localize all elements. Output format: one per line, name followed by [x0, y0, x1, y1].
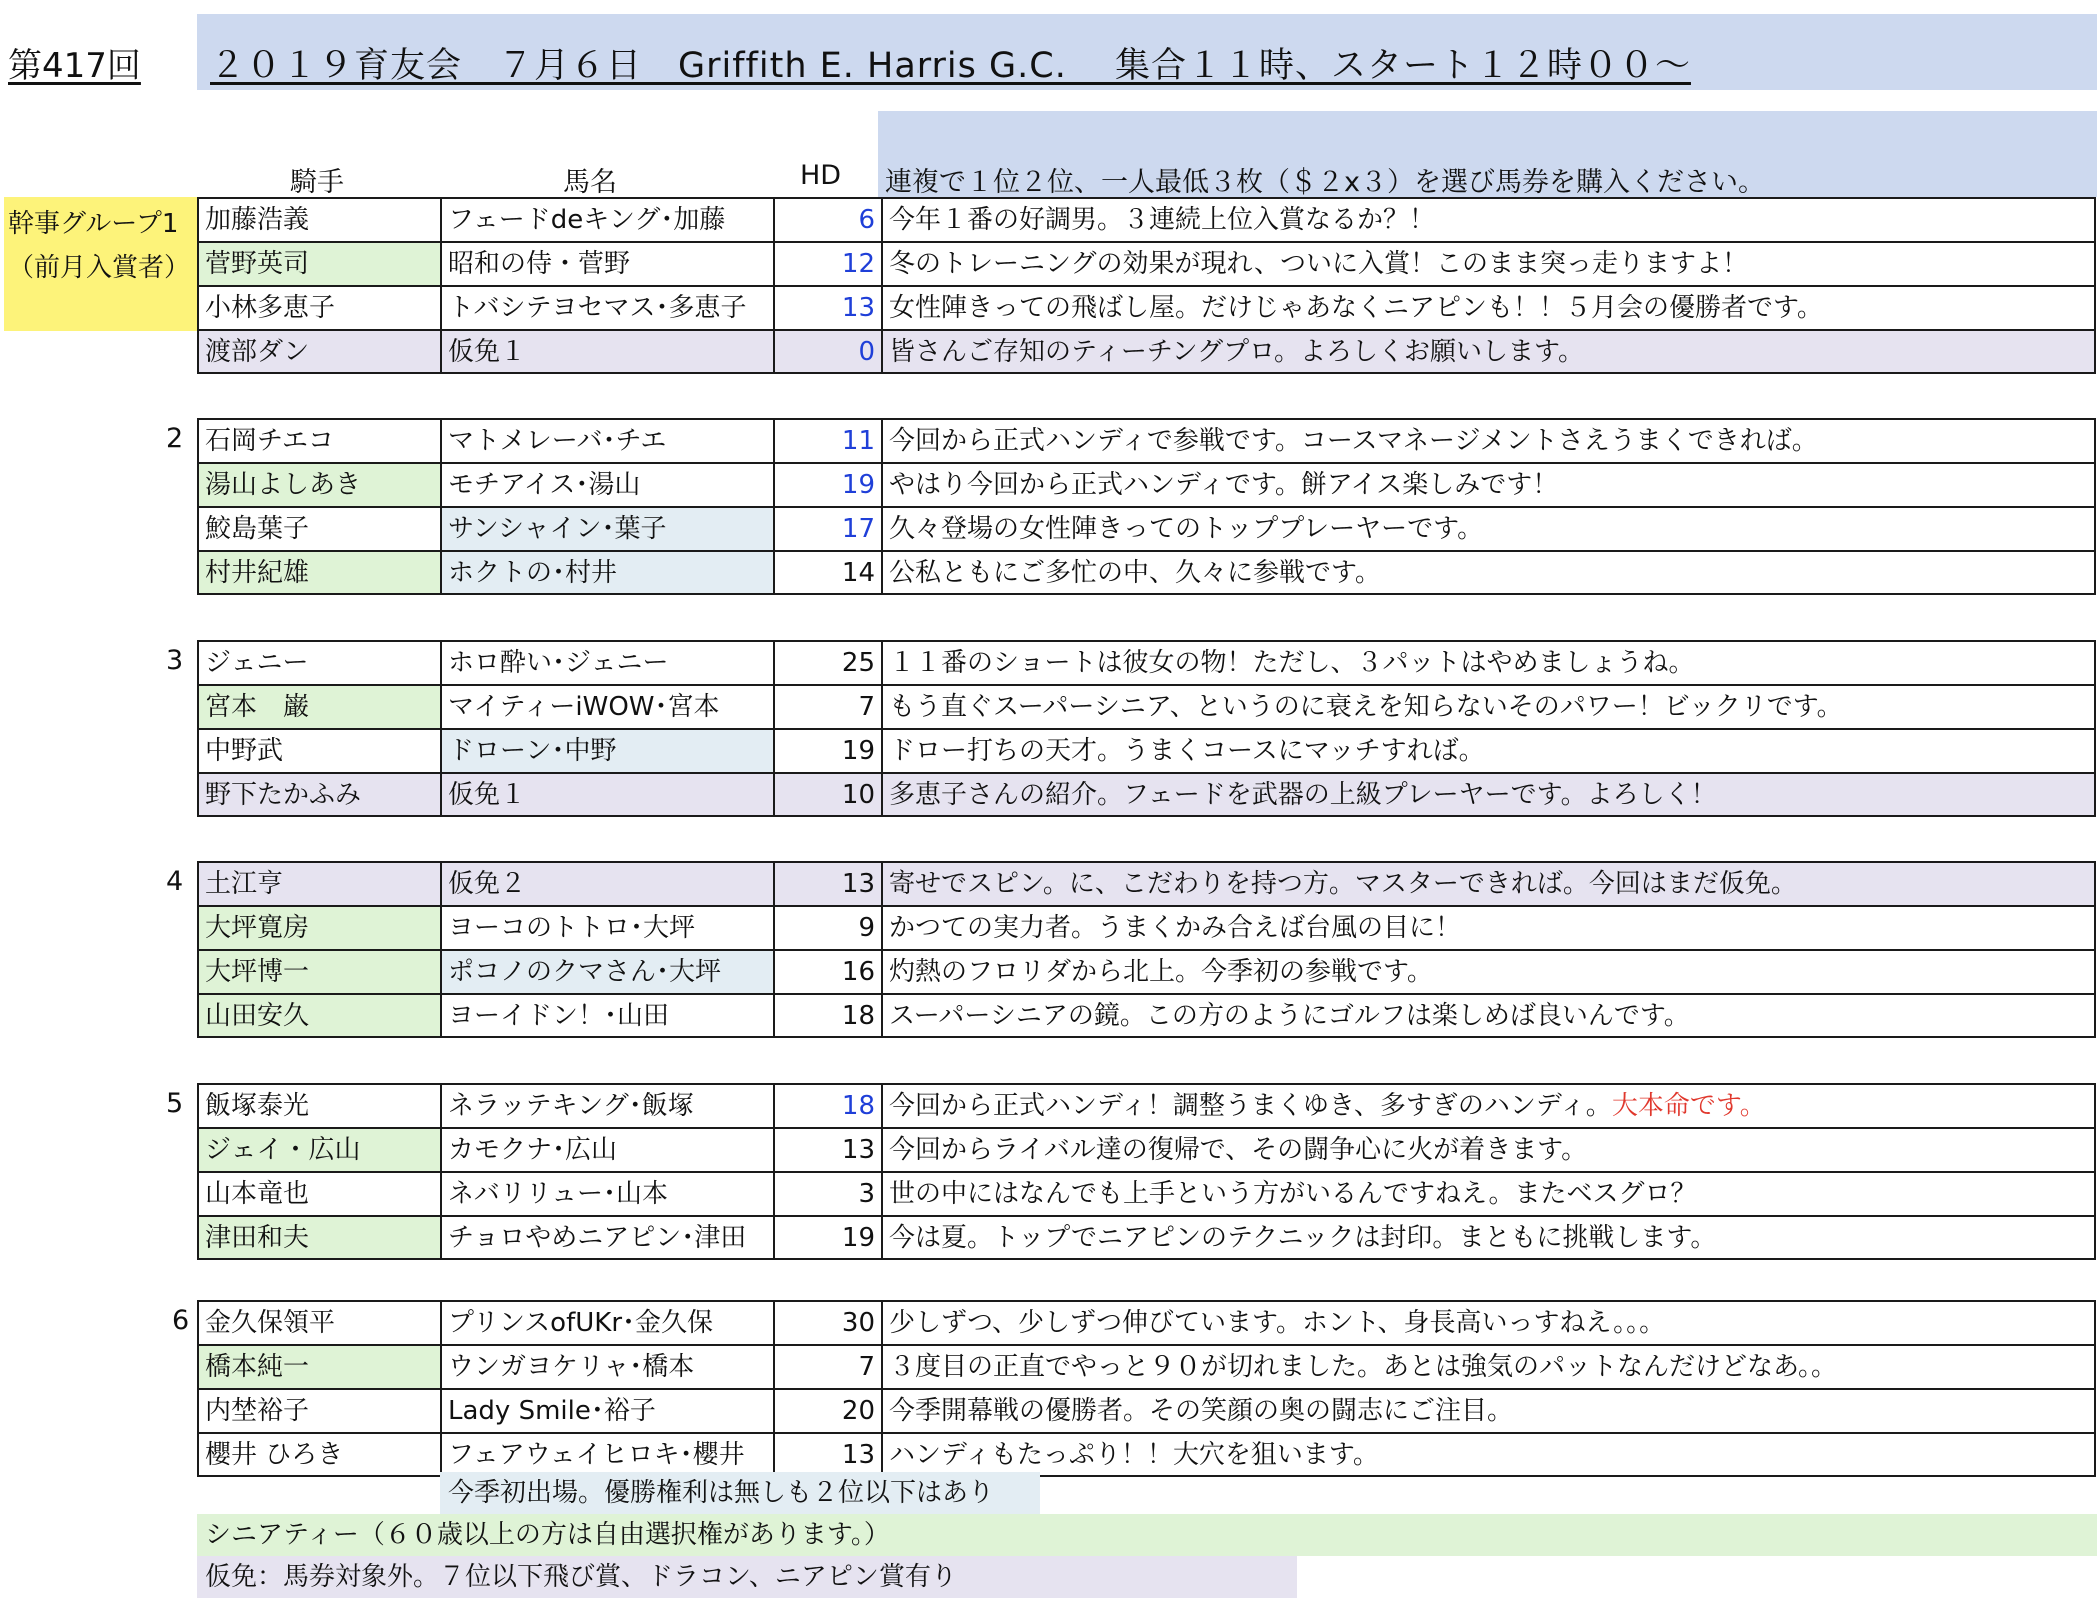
note-cell: ３度目の正直でやっと９０が切れました。あとは強気のパットなんだけどなあ。。: [881, 1344, 2096, 1388]
jockey-cell: 大坪博一: [197, 949, 440, 993]
horse-cell: 昭和の侍・菅野: [440, 241, 773, 285]
horse-cell: モチアイス･湯山: [440, 462, 773, 506]
jockey-cell: 宮本 巌: [197, 684, 440, 728]
note-cell: 皆さんご存知のティーチングプロ。よろしくお願いします。: [881, 329, 2096, 374]
jockey-cell: 石岡チエコ: [197, 418, 440, 462]
horse-cell: トバシテヨセマス･多恵子: [440, 285, 773, 329]
jockey-cell: 菅野英司: [197, 241, 440, 285]
note-cell: 灼熱のフロリダから北上。今季初の参戦です。: [881, 949, 2096, 993]
column-header-jockey: 騎手: [290, 167, 344, 198]
note-text: 今回から正式ハンディ！調整うまくゆき、多すぎのハンディ。: [889, 1091, 1612, 1121]
hd-cell: 13: [773, 1432, 881, 1477]
table-row: [197, 728, 2096, 772]
note-cell: スーパーシニアの鏡。この方のようにゴルフは楽しめば良いんです。: [881, 993, 2096, 1038]
table-row: [197, 197, 2096, 241]
column-header-note: 連複で１位２位、一人最低３枚（＄２x３）を選び馬券を購入ください。: [885, 167, 1765, 198]
legend-senior-tee: シニアティー（６０歳以上の方は自由選択権があります。）: [197, 1514, 2097, 1556]
horse-cell: ドローン･中野: [440, 728, 773, 772]
table-row: [197, 1300, 2096, 1344]
jockey-cell: 飯塚泰光: [197, 1083, 440, 1127]
horse-cell: サンシャイン･葉子: [440, 506, 773, 550]
hd-cell: 19: [773, 462, 881, 506]
hd-cell: 0: [773, 329, 881, 374]
hd-cell: 9: [773, 905, 881, 949]
table-row: [197, 684, 2096, 728]
hd-cell: 3: [773, 1171, 881, 1215]
table-row: [197, 506, 2096, 550]
table-row: [197, 993, 2096, 1037]
hd-cell: 19: [773, 1215, 881, 1260]
horse-cell: 仮免２: [440, 861, 773, 905]
table-row: [197, 550, 2096, 594]
table-row: [197, 241, 2096, 285]
table-row: [197, 462, 2096, 506]
horse-cell: フェードdeキング･加藤: [440, 197, 773, 241]
note-cell: やはり今回から正式ハンディです。餅アイス楽しみです！: [881, 462, 2096, 506]
table-row: [197, 1388, 2096, 1432]
note-cell: 今年１番の好調男。３連続上位入賞なるか？！: [881, 197, 2096, 241]
group-number: 2: [166, 423, 184, 454]
horse-cell: プリンスofUKr･金久保: [440, 1300, 773, 1344]
note-cell: 今季開幕戦の優勝者。その笑顔の奥の闘志にご注目。: [881, 1388, 2096, 1432]
horse-cell: ネバリリュー･山本: [440, 1171, 773, 1215]
jockey-cell: 渡部ダン: [197, 329, 440, 374]
note-cell: 今は夏。トップでニアピンのテクニックは封印。まともに挑戦します。: [881, 1215, 2096, 1260]
table-row: [197, 1215, 2096, 1259]
note-cell: 久々登場の女性陣きってのトッププレーヤーです。: [881, 506, 2096, 550]
group-label-line1: 幹事グループ1: [8, 209, 179, 239]
jockey-cell: 中野武: [197, 728, 440, 772]
jockey-cell: 野下たかふみ: [197, 772, 440, 817]
hd-cell: 17: [773, 506, 881, 550]
jockey-cell: 金久保領平: [197, 1300, 440, 1344]
jockey-cell: 加藤浩義: [197, 197, 440, 241]
hd-cell: 13: [773, 285, 881, 329]
hd-cell: 6: [773, 197, 881, 241]
table-row: [197, 285, 2096, 329]
jockey-cell: 山田安久: [197, 993, 440, 1038]
jockey-cell: ジェイ・広山: [197, 1127, 440, 1171]
table-row: [197, 1083, 2096, 1127]
horse-cell: カモクナ･広山: [440, 1127, 773, 1171]
horse-cell: ウンガヨケリャ･橋本: [440, 1344, 773, 1388]
note-cell: 公私ともにご多忙の中、久々に参戦です。: [881, 550, 2096, 595]
note-cell: かつての実力者。うまくかみ合えば台風の目に！: [881, 905, 2096, 949]
legend-provisional: 仮免：馬券対象外。７位以下飛び賞、ドラコン、ニアピン賞有り: [197, 1556, 1297, 1598]
jockey-cell: 橋本純一: [197, 1344, 440, 1388]
note-cell: 女性陣きっての飛ばし屋。だけじゃあなくニアピンも！！５月会の優勝者です。: [881, 285, 2096, 329]
note-cell: 多恵子さんの紹介。フェードを武器の上級プレーヤーです。よろしく！: [881, 772, 2096, 817]
hd-cell: 7: [773, 1344, 881, 1388]
table-row: [197, 1344, 2096, 1388]
jockey-cell: 村井紀雄: [197, 550, 440, 595]
horse-cell: Lady Smile･裕子: [440, 1388, 773, 1432]
jockey-cell: 土江亨: [197, 861, 440, 905]
hd-cell: 19: [773, 728, 881, 772]
table-row: [197, 1432, 2096, 1476]
jockey-cell: 湯山よしあき: [197, 462, 440, 506]
table-row: [197, 861, 2096, 905]
hd-cell: 14: [773, 550, 881, 595]
horse-cell: 仮免１: [440, 329, 773, 374]
note-cell: １１番のショートは彼女の物！ただし、３パットはやめましょうね。: [881, 640, 2096, 684]
table-row: [197, 905, 2096, 949]
hd-cell: 18: [773, 1083, 881, 1127]
jockey-cell: 内埜裕子: [197, 1388, 440, 1432]
column-header-horse: 馬名: [563, 167, 617, 198]
page-title: ２０１９育友会 ７月６日 Griffith E. Harris G.C. 集合１１時、スタート１２時００～: [210, 46, 1691, 86]
hd-cell: 25: [773, 640, 881, 684]
hd-cell: 12: [773, 241, 881, 285]
note-cell: [881, 1083, 2096, 1127]
legend-first-timer: 今季初出場。優勝権利は無しも２位以下はあり: [440, 1472, 1040, 1514]
jockey-cell: 津田和夫: [197, 1215, 440, 1260]
table-row: [197, 329, 2096, 373]
horse-cell: マイティーiWOW･宮本: [440, 684, 773, 728]
horse-cell: ホクトの･村井: [440, 550, 773, 595]
note-cell: ドロー打ちの天才。うまくコースにマッチすれば。: [881, 728, 2096, 772]
note-cell: 冬のトレーニングの効果が現れ、ついに入賞！このまま突っ走りますよ！: [881, 241, 2096, 285]
hd-cell: 11: [773, 418, 881, 462]
hd-cell: 30: [773, 1300, 881, 1344]
table-row: [197, 418, 2096, 462]
favorite-highlight: 大本命です。: [1611, 1091, 1766, 1121]
hd-cell: 20: [773, 1388, 881, 1432]
group-label-line2: （前月入賞者）: [8, 253, 191, 283]
note-cell: 世の中にはなんでも上手という方がいるんですねえ。またベスグロ？: [881, 1171, 2096, 1215]
horse-cell: ヨーイドン！･山田: [440, 993, 773, 1038]
jockey-cell: 大坪寛房: [197, 905, 440, 949]
hd-cell: 10: [773, 772, 881, 817]
note-cell: 今回から正式ハンディで参戦です。コースマネージメントさえうまくできれば。: [881, 418, 2096, 462]
horse-cell: ホロ酔い･ジェニー: [440, 640, 773, 684]
jockey-cell: 小林多恵子: [197, 285, 440, 329]
jockey-cell: 櫻井 ひろき: [197, 1432, 440, 1477]
note-cell: 少しずつ、少しずつ伸びています。ホント、身長高いっすねえ。。。: [881, 1300, 2096, 1344]
horse-cell: ヨーコのトトロ･大坪: [440, 905, 773, 949]
table-row: [197, 949, 2096, 993]
hd-cell: 18: [773, 993, 881, 1038]
horse-cell: ネラッテキング･飯塚: [440, 1083, 773, 1127]
jockey-cell: ジェニー: [197, 640, 440, 684]
horse-cell: フェアウェイヒロキ･櫻井: [440, 1432, 773, 1477]
note-cell: ハンディもたっぷり！！大穴を狙います。: [881, 1432, 2096, 1477]
column-header-hd: HD: [800, 160, 842, 191]
jockey-cell: 山本竜也: [197, 1171, 440, 1215]
hd-cell: 16: [773, 949, 881, 993]
horse-cell: ポコノのクマさん･大坪: [440, 949, 773, 993]
table-row: [197, 640, 2096, 684]
table-row: [197, 1171, 2096, 1215]
note-cell: もう直ぐスーパーシニア、というのに衰えを知らないそのパワー！ビックリです。: [881, 684, 2096, 728]
group-number: 6: [172, 1305, 190, 1336]
note-cell: 寄せでスピン。に、こだわりを持つ方。マスターできれば。今回はまだ仮免。: [881, 861, 2096, 905]
table-row: [197, 1127, 2096, 1171]
hd-cell: 13: [773, 1127, 881, 1171]
hd-cell: 7: [773, 684, 881, 728]
jockey-cell: 鮫島葉子: [197, 506, 440, 550]
group-number: 4: [166, 866, 184, 897]
episode-number: 第417回: [8, 46, 141, 86]
horse-cell: チョロやめニアピン･津田: [440, 1215, 773, 1260]
horse-cell: マトメレーバ･チエ: [440, 418, 773, 462]
table-row: [197, 772, 2096, 816]
note-cell: 今回からライバル達の復帰で、その闘争心に火が着きます。: [881, 1127, 2096, 1171]
group-number: 5: [166, 1088, 184, 1119]
hd-cell: 13: [773, 861, 881, 905]
group-number: 3: [166, 645, 184, 676]
horse-cell: 仮免１: [440, 772, 773, 817]
